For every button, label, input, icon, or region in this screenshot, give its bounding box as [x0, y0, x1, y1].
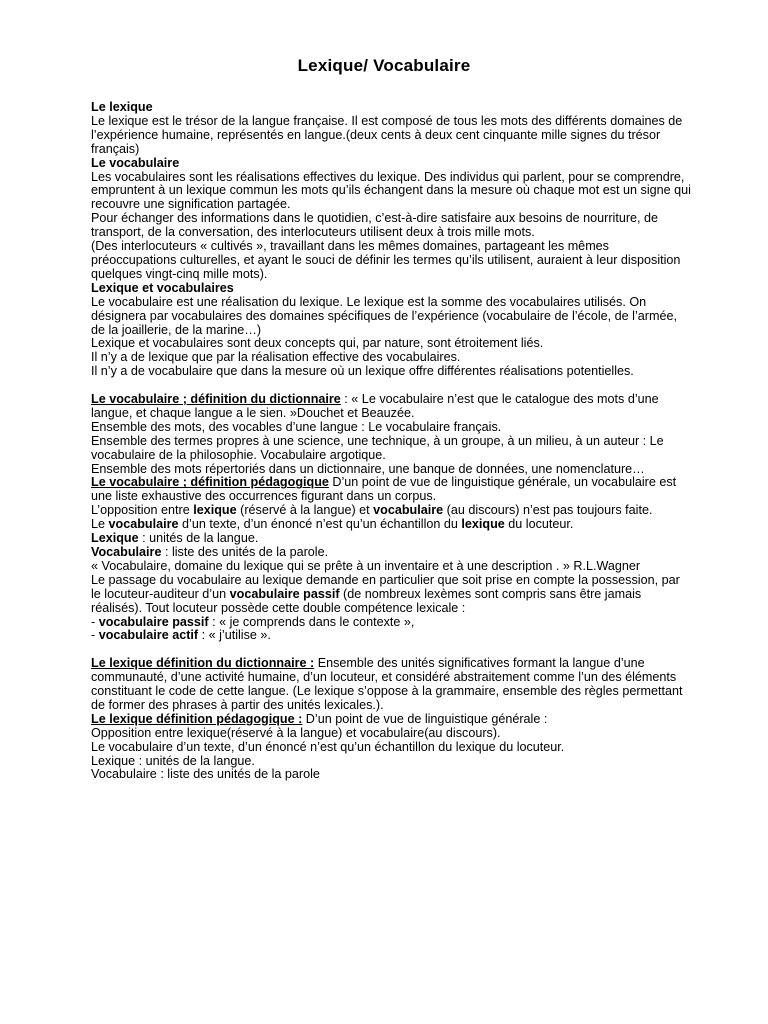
paragraph: Pour échanger des informations dans le quotidien, c’est-à-dire satisfaire aux besoins de nourriture, de transport, de la conversation, des interlocuteurs utilisent deux à trois mille mots.: [91, 211, 659, 240]
paragraph: Vocabulaire : liste des unités de la parole.: [91, 544, 329, 559]
blank-line: [91, 379, 691, 393]
paragraph-lexique-pedagogique: [91, 713, 691, 727]
paragraph: Il n’y a de vocabulaire que dans la mesure où un lexique offre différentes réalisations potentielles.: [91, 364, 634, 379]
paragraph: Le vocabulaire est une réalisation du lexique. Le lexique est la somme des vocabulaires utilisés. On désignera par vocabulaires des domaines spécifiques de l’expérience (vocabulaire de l’école, de l’armée, de la joaillerie, de la marine…): [91, 294, 677, 337]
paragraph: Lexique : unités de la langue.: [91, 753, 255, 768]
paragraph: Les vocabulaires sont les réalisations effectives du lexique. Des individus qui parlent, pour se comprendre, empruntent à un lexique commun les mots qu’ils échangent dans la mesure où chaque mot est un signe qui recouvre une signification partagée.: [91, 169, 691, 212]
paragraph: Ensemble des termes propres à une science, une technique, à un groupe, à un milieu, à un auteur : Le vocabulaire de la philosophie. Vocabulaire argotique.: [91, 433, 664, 462]
heading-le-vocabulaire: Le vocabulaire: [91, 155, 180, 170]
document-title: Lexique/ Vocabulaire: [297, 56, 471, 75]
paragraph: Il n’y a de lexique que par la réalisation effective des vocabulaires.: [91, 350, 461, 365]
list-item: - vocabulaire passif : « je comprends dans le contexte »,: [91, 614, 415, 629]
definition-text: D’un point de vue de linguistique générale, un vocabulaire est une liste exhaustive des occurrences figurant dans un corpus.: [91, 475, 677, 504]
paragraph-vocabulaire-pedagogique: [91, 476, 691, 504]
heading-lexique-pedagogique: Le lexique définition pédagogique :: [91, 711, 303, 726]
heading-vocabulaire-dictionnaire: Le vocabulaire ; définition du dictionnaire: [91, 392, 341, 407]
paragraph: (Des interlocuteurs « cultivés », travaillant dans les mêmes domaines, partageant les mêmes préoccupations culturelles, et ayant le souci de définir les termes qu’ils utilisent, auraient à leur disposition quelques vingt-cinq mille mots).: [91, 239, 681, 281]
document-body: [91, 101, 691, 782]
list-item: - vocabulaire actif : « j’utilise ».: [91, 628, 271, 643]
paragraph: L’opposition entre lexique (réservé à la langue) et vocabulaire (au discours) n’est pas toujours faite.: [91, 503, 653, 518]
paragraph: Lexique et vocabulaires sont deux concepts qui, par nature, sont étroitement liés.: [91, 336, 544, 351]
heading-lexique-dictionnaire: Le lexique définition du dictionnaire :: [91, 656, 315, 671]
paragraph: Opposition entre lexique(réservé à la langue) et vocabulaire(au discours).: [91, 725, 501, 740]
definition-text: D’un point de vue de linguistique générale :: [302, 711, 548, 726]
heading-lexique-et-vocabulaires: Lexique et vocabulaires: [91, 280, 234, 295]
paragraph: Vocabulaire : liste des unités de la parole: [91, 767, 320, 782]
quote-wagner: « Vocabulaire, domaine du lexique qui se prête à un inventaire et à une description . » R.L.Wagner: [91, 558, 641, 573]
definition-text: : « Le vocabulaire n’est que le catalogue des mots d’une langue, et chaque langue a le sien. »Douchet et Beauzée.: [91, 392, 659, 420]
paragraph: Ensemble des mots, des vocables d’une langue : Le vocabulaire français.: [91, 419, 502, 434]
paragraph: Le passage du vocabulaire au lexique demande en particulier que soit prise en compte la possession, par le locuteur-auditeur d’un vocabulaire passif (de nombreux lexèmes sont compris sans être jamais réalisés). Tout locuteur possède cette double compétence lexicale :: [91, 572, 680, 615]
paragraph: Ensemble des mots répertoriés dans un dictionnaire, une banque de données, une nomenclature…: [91, 461, 645, 476]
definition-text: Ensemble des unités significatives formant la langue d’une communauté, d’une activité humaine, d’un locuteur, et considéré abstraitement comme l’un des éléments constituant le code de cette langue. (Le lexique s’oppose à la grammaire, ensemble des règles permettant de former des phrases à partir des unités lexicales.).: [91, 656, 683, 712]
paragraph-lexique-dictionnaire: [91, 657, 691, 713]
heading-le-lexique: Le lexique: [91, 100, 153, 114]
paragraph: Le lexique est le trésor de la langue française. Il est composé de tous les mots des différents domaines de l’expérience humaine, représentés en langue.(deux cents à deux cent cinquante mille signes du trésor français): [91, 113, 683, 156]
heading-vocabulaire-pedagogique: Le vocabulaire ; définition pédagogique: [91, 475, 329, 490]
paragraph: Le vocabulaire d’un texte, d’un énoncé n’est qu’un échantillon du lexique du locuteur.: [91, 739, 565, 754]
paragraph: Lexique : unités de la langue.: [91, 531, 259, 546]
paragraph-vocabulaire-dictionnaire: [91, 393, 691, 421]
blank-line: [91, 643, 691, 657]
paragraph: Le vocabulaire d’un texte, d’un énoncé n’est qu’un échantillon du lexique du locuteur.: [91, 517, 574, 532]
